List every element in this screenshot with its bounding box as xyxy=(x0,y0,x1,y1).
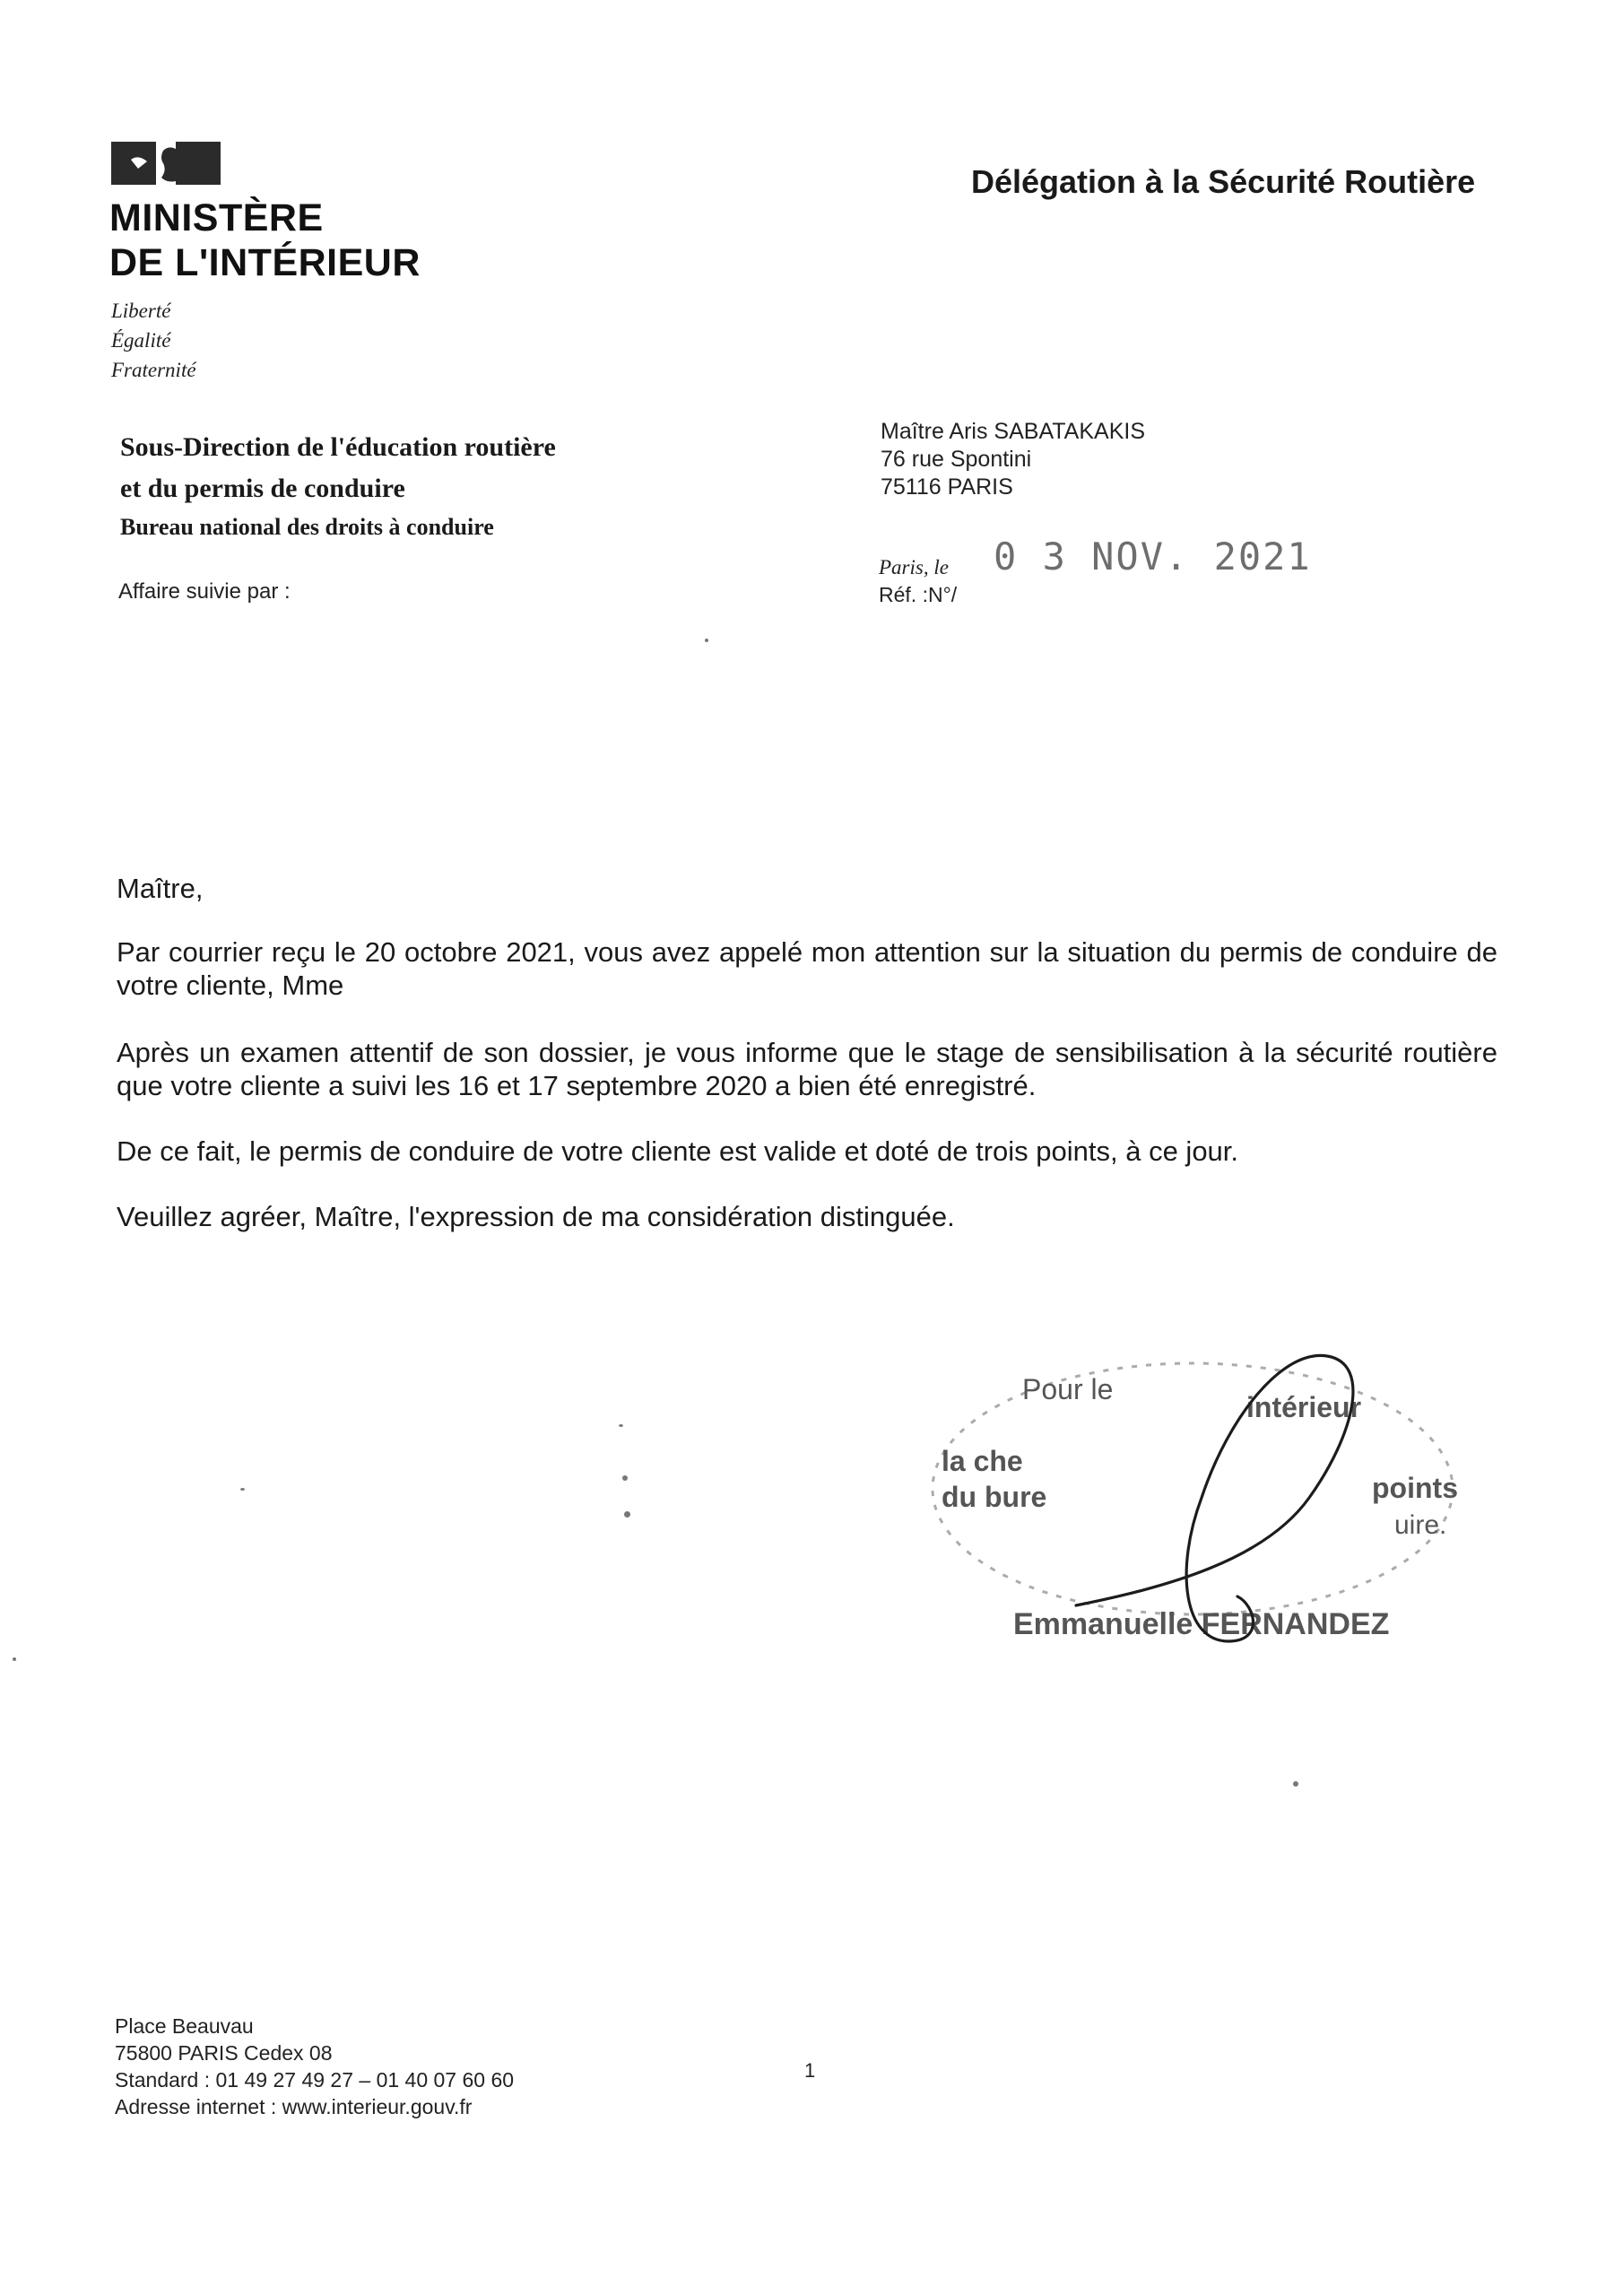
scan-speck xyxy=(619,1424,623,1427)
subdirection-line2: et du permis de conduire xyxy=(120,474,405,503)
handwritten-signature xyxy=(1058,1345,1399,1650)
paragraph-3: De ce fait, le permis de conduire de votre cliente est valide et doté de trois points, à ce jour. xyxy=(117,1135,1239,1167)
date-stamp: 0 3 NOV. 2021 xyxy=(994,535,1312,578)
salutation: Maître, xyxy=(117,873,204,904)
footer-line-1: Place Beauvau xyxy=(115,2014,254,2038)
recipient-name: Maître Aris SABATAKAKIS xyxy=(881,419,1145,444)
delegation-title: Délégation à la Sécurité Routière xyxy=(971,163,1476,200)
signatory-name: Emmanuelle FERNANDEZ xyxy=(1013,1607,1390,1641)
scan-speck xyxy=(13,1657,16,1661)
subdirection-line1: Sous-Direction de l'éducation routière xyxy=(120,432,556,462)
motto-egalite: Égalité xyxy=(111,329,171,352)
paragraph-1: Par courrier reçu le 20 octobre 2021, vous avez appelé mon attention sur la situation du permis de conduire de votre cliente, Mme xyxy=(117,936,1497,1001)
footer-phone: Standard : 01 49 27 49 27 – 01 40 07 60 60 xyxy=(115,2068,515,2092)
recipient-city: 75116 PARIS xyxy=(881,474,1013,500)
affaire-label: Affaire suivie par : xyxy=(118,579,291,604)
recipient-address xyxy=(881,418,1145,501)
footer-address xyxy=(115,2013,514,2120)
stamp-line-6: uire. xyxy=(1394,1510,1447,1540)
footer-website: Adresse internet : www.interieur.gouv.fr xyxy=(115,2095,473,2118)
footer-line-2: 75800 PARIS Cedex 08 xyxy=(115,2041,333,2065)
recipient-street: 76 rue Spontini xyxy=(881,447,1032,472)
ministry-name-line1: MINISTÈRE xyxy=(109,196,324,239)
marianne-logo xyxy=(111,142,221,185)
scan-speck xyxy=(622,1475,628,1481)
stamp-line-5: points xyxy=(1372,1472,1458,1504)
stamp-line-2: intérieur xyxy=(1246,1391,1362,1423)
bureau-name: Bureau national des droits à conduire xyxy=(120,514,494,540)
ministry-name xyxy=(109,196,421,285)
motto-liberte: Liberté xyxy=(111,300,171,322)
republic-motto xyxy=(111,296,196,385)
ministry-name-line2: DE L'INTÉRIEUR xyxy=(109,241,421,284)
scan-speck xyxy=(240,1488,245,1491)
reference-label: Réf. :N°/ xyxy=(879,583,958,606)
stamp-line-4: du bure xyxy=(942,1481,1047,1513)
stamp-line-3: la che xyxy=(942,1445,1023,1477)
paragraph-2: Après un examen attentif de son dossier, je vous informe que le stage de sensibilisation à la sécurité routière que votre cliente a suivi les 16 et 17 septembre 2020 a bien été enregistré. xyxy=(117,1037,1497,1101)
motto-fraternite: Fraternité xyxy=(111,359,196,381)
sender-block xyxy=(120,427,556,545)
page-number: 1 xyxy=(804,2059,816,2082)
scan-speck xyxy=(705,639,708,642)
place-label: Paris, le xyxy=(879,556,949,578)
scan-speck xyxy=(1293,1781,1298,1787)
stamp-line-1: Pour le xyxy=(1022,1373,1114,1405)
scan-speck xyxy=(624,1511,630,1518)
closing-formula: Veuillez agréer, Maître, l'expression de ma considération distinguée. xyxy=(117,1201,955,1232)
